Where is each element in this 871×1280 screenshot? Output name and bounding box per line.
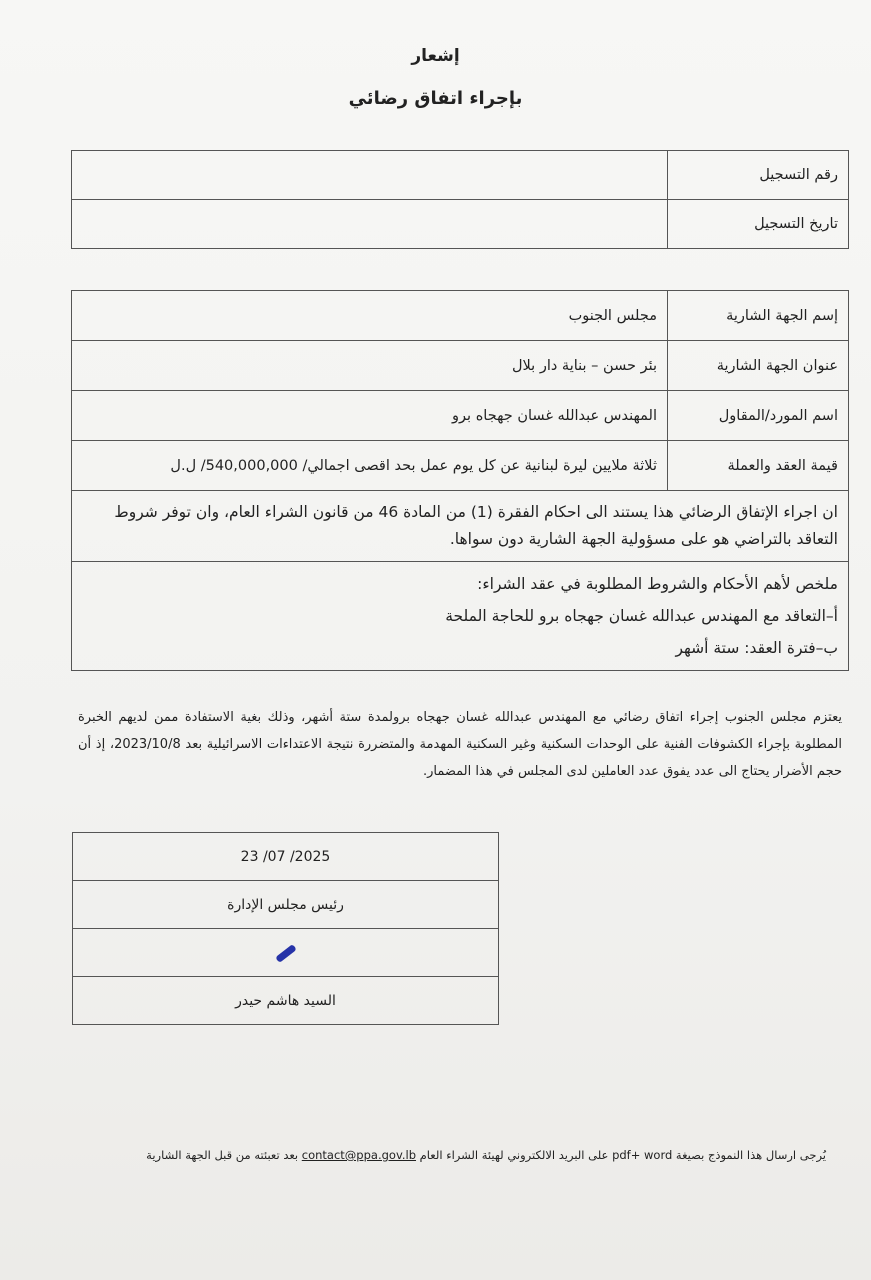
buyer-address-label: عنوان الجهة الشارية — [668, 341, 849, 391]
summary-item-a: أ–التعاقد مع المهندس عبدالله غسان جهجاه برو للحاجة الملحة — [445, 607, 838, 625]
table-row — [72, 200, 849, 249]
signature-cell — [73, 929, 499, 977]
table-row — [73, 881, 499, 929]
footer-text-after: بعد تعبئته من قبل الجهة الشارية — [146, 1148, 299, 1162]
table-row — [73, 977, 499, 1025]
registration-number-label: رقم التسجيل — [668, 151, 849, 200]
signature-table — [72, 832, 499, 1025]
legal-basis-text: ان اجراء الإتفاق الرضائي هذا يستند الى احكام الفقرة (1) من المادة 46 من قانون الشراء العام، وان توفر شروط التعاقد بالتراضي هو على مسؤولية الجهة الشارية دون سواها. — [72, 491, 849, 562]
contract-details-table — [71, 290, 849, 671]
summary-title: ملخص لأهم الأحكام والشروط المطلوبة في عقد الشراء: — [477, 575, 838, 593]
document-subtitle: بإجراء اتفاق رضائي — [348, 88, 523, 109]
table-row — [72, 391, 849, 441]
table-row — [72, 291, 849, 341]
handwritten-signature-icon — [275, 943, 297, 962]
table-row — [72, 491, 849, 562]
document-title: إشعار — [411, 46, 460, 66]
registration-date-label: تاريخ التسجيل — [668, 200, 849, 249]
table-row — [72, 341, 849, 391]
contract-value-value: ثلاثة ملايين ليرة لبنانية عن كل يوم عمل بحد اقصى اجمالي/ 540,000,000/ ل.ل — [72, 441, 668, 491]
footer-note — [60, 1148, 826, 1162]
table-row — [72, 562, 849, 671]
supplier-name-value: المهندس عبدالله غسان جهجاه برو — [72, 391, 668, 441]
registration-table — [71, 150, 849, 249]
supplier-name-label: اسم المورد/المقاول — [668, 391, 849, 441]
contact-email-link[interactable]: contact@ppa.gov.lb — [301, 1148, 417, 1162]
table-row — [73, 929, 499, 977]
signature-date: 2025/ 07/ 23 — [73, 833, 499, 881]
buyer-name-value: مجلس الجنوب — [72, 291, 668, 341]
summary-cell — [72, 562, 849, 671]
signatory-name: السيد هاشم حيدر — [73, 977, 499, 1025]
table-row — [72, 151, 849, 200]
buyer-name-label: إسم الجهة الشارية — [668, 291, 849, 341]
contract-value-label: قيمة العقد والعملة — [668, 441, 849, 491]
buyer-address-value: بئر حسن – بناية دار بلال — [72, 341, 668, 391]
intent-statement: يعتزم مجلس الجنوب إجراء اتفاق رضائي مع المهندس عبدالله غسان جهجاه برولمدة ستة أشهر، وذلك بغية الاستفادة ممن لديهم الخبرة المطلوبة بإجراء الكشوفات الفنية على الوحدات السكنية وغير السكنية المهدمة والمتضررة نتيجة الاعتداءات الاسرائيلية بعد 2023/10/8، إذ أن حجم الأضرار يحتاج الى عدد يفوق عدد العاملين لدى المجلس في هذا المضمار. — [78, 710, 842, 779]
registration-number-value — [72, 151, 668, 200]
footer-text-before: يُرجى ارسال هذا النموذج بصيغة pdf+ word على البريد الالكتروني لهيئة الشراء العام — [419, 1148, 826, 1162]
signatory-position: رئيس مجلس الإدارة — [73, 881, 499, 929]
summary-item-b: ب–فترة العقد: ستة أشهر — [675, 639, 838, 657]
registration-date-value — [72, 200, 668, 249]
table-row — [73, 833, 499, 881]
table-row — [72, 441, 849, 491]
